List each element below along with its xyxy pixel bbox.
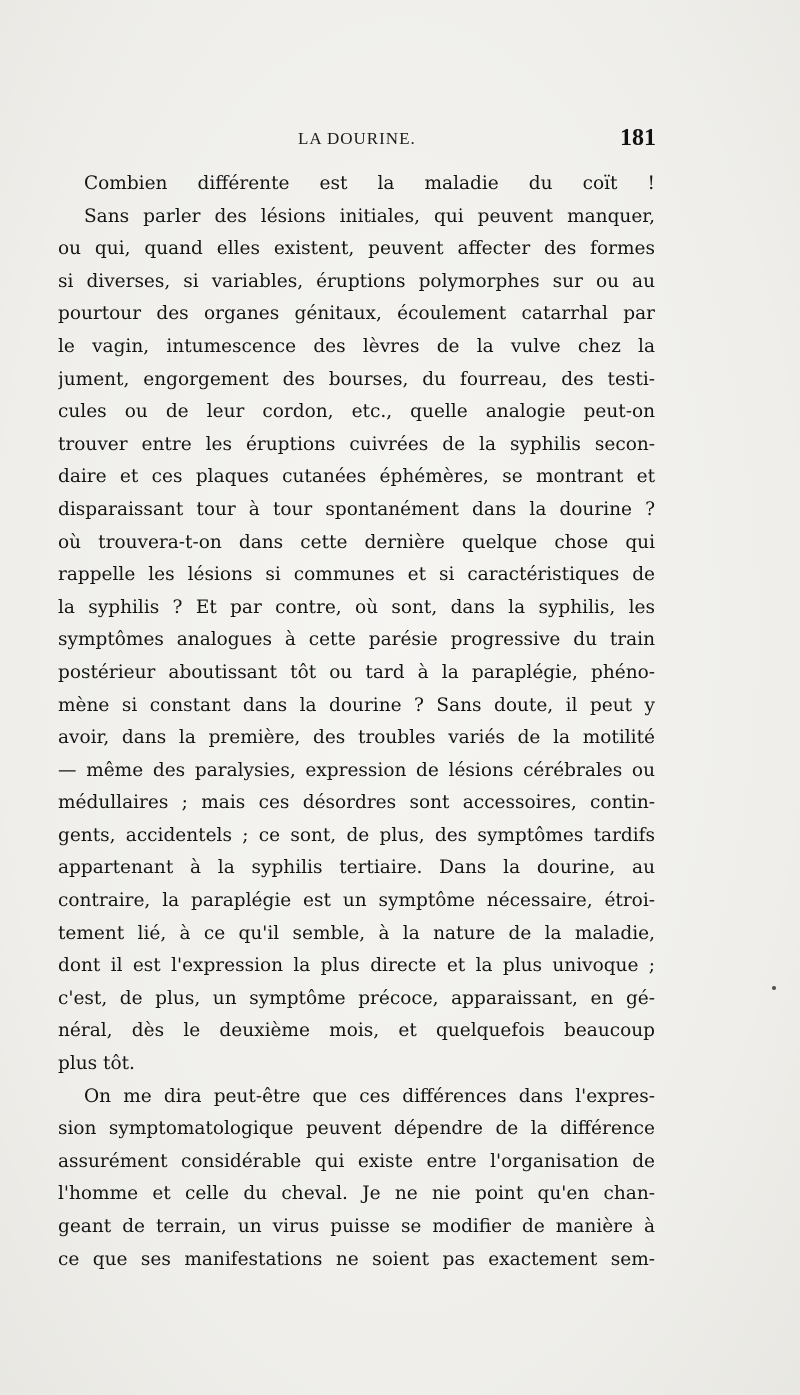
text-line: néral, dès le deuxième mois, et quelquefois beaucoup [58, 1020, 655, 1042]
text-line: avoir, dans la première, des troubles variés de la motilité [58, 727, 655, 749]
text-line: si diverses, si variables, éruptions polymorphes sur ou au [58, 270, 655, 292]
text-line: gents, accidentels ; ce sont, de plus, des symptômes tardifs [58, 824, 655, 846]
text-line: mène si constant dans la dourine ? Sans doute, il peut y [58, 694, 655, 716]
text-line: On me dira peut-être que ces différences dans l'expres- [84, 1085, 655, 1107]
text-line: plus tôt. [58, 1053, 135, 1075]
body-text [58, 168, 655, 1276]
text-line: sion symptomatologique peuvent dépendre de la différence [58, 1118, 655, 1140]
text-line: symptômes analogues à cette parésie progressive du train [58, 629, 655, 651]
text-line: Sans parler des lésions initiales, qui peuvent manquer, [84, 205, 655, 227]
text-line: ce que ses manifestations ne soient pas exactement sem- [58, 1248, 655, 1270]
ink-speck [772, 986, 776, 990]
text-line: cules ou de leur cordon, etc., quelle analogie peut-on [58, 401, 655, 423]
text-line: — même des paralysies, expression de lésions cérébrales ou [58, 759, 655, 781]
running-title: LA DOURINE. [298, 129, 416, 148]
text-line: postérieur aboutissant tôt ou tard à la paraplégie, phéno- [58, 661, 655, 683]
text-line: médullaires ; mais ces désordres sont accessoires, contin- [58, 792, 655, 814]
text-line: contraire, la paraplégie est un symptôme nécessaire, étroi- [58, 890, 655, 912]
text-line: ou qui, quand elles existent, peuvent affecter des formes [58, 238, 655, 260]
text-line: geant de terrain, un virus puisse se modifier de manière à [58, 1216, 655, 1237]
text-line: dont il est l'expression la plus directe et la plus univoque ; [58, 955, 655, 977]
text-line: la syphilis ? Et par contre, où sont, dans la syphilis, les [58, 596, 655, 618]
page-header [0, 125, 800, 161]
text-line: disparaissant tour à tour spontanément dans la dourine ? [58, 498, 655, 520]
text-line: appartenant à la syphilis tertiaire. Dans la dourine, au [58, 857, 655, 879]
text-line: l'homme et celle du cheval. Je ne nie point qu'en chan- [58, 1183, 655, 1205]
text-line: rappelle les lésions si communes et si caractéristiques de [58, 564, 655, 586]
text-line: le vagin, intumescence des lèvres de la vulve chez la [58, 335, 655, 357]
text-line: tement lié, à ce qu'il semble, à la nature de la maladie, [58, 922, 655, 944]
text-line: daire et ces plaques cutanées éphémères, se montrant et [58, 466, 655, 488]
text-line: jument, engorgement des bourses, du fourreau, des testi- [58, 368, 655, 390]
text-line: où trouvera-t-on dans cette dernière quelque chose qui [58, 531, 655, 553]
page-number: 181 [620, 125, 656, 151]
text-line: c'est, de plus, un symptôme précoce, apparaissant, en gé- [58, 987, 655, 1009]
text-line: trouver entre les éruptions cuivrées de la syphilis secon- [58, 433, 655, 455]
text-line: Combien différente est la maladie du coït ! [84, 173, 655, 194]
text-line: pourtour des organes génitaux, écoulement catarrhal par [58, 303, 655, 325]
text-line: assurément considérable qui existe entre l'organisation de [58, 1150, 655, 1172]
